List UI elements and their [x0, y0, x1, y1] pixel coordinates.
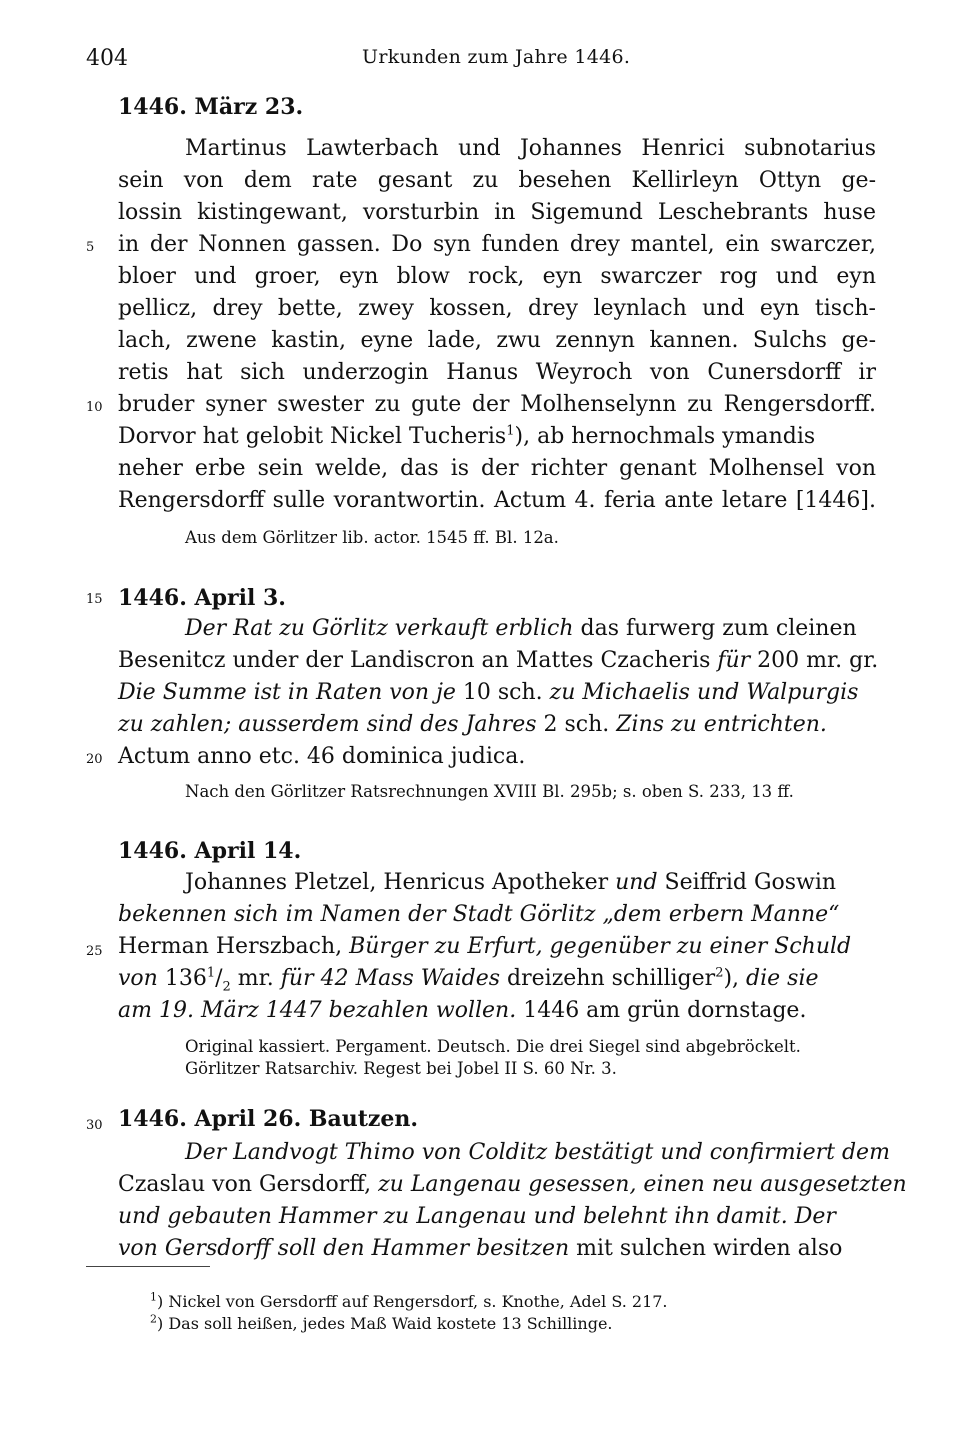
footnote: $^1$) Nickel von Gersdorff auf Rengersdorf, s. Knothe, Adel S. 217.: [150, 1290, 668, 1311]
text-line: von $136^1/_2$ mr. für 42 Mass Waides dreizehn schilliger$^2$), die sie: [118, 965, 819, 995]
text-line: bekennen sich im Namen der Stadt Görlitz „dem erbern Manne“: [118, 902, 840, 927]
text-line: sein von dem rate gesant zu besehen Kellirleyn Ottyn ge-: [118, 168, 876, 193]
text-line: Besenitcz under der Landiscron an Mattes Czacheris für 200 mr. gr.: [118, 648, 879, 673]
source-note: Original kassiert. Pergament. Deutsch. Die drei Siegel sind abgebröckelt.: [185, 1037, 801, 1056]
text-line: zu zahlen; ausserdem sind des Jahres 2 sch. Zins zu entrichten.: [118, 712, 827, 737]
text-line: retis hat sich underzogin Hanus Weyroch von Cunersdorff ir: [118, 360, 876, 385]
source-note: Aus dem Görlitzer lib. actor. 1545 ff. Bl. 12a.: [185, 528, 559, 547]
footnote-rule: [86, 1266, 210, 1267]
page-number: 404: [86, 46, 128, 71]
text-line: Czaslau von Gersdorff, zu Langenau gesessen, einen neu ausgesetzten: [118, 1172, 907, 1197]
text-line: Dorvor hat gelobit Nickel Tucheris$^1$), ab hernochmals ymandis: [118, 423, 816, 449]
text-line: Herman Herszbach, Bürger zu Erfurt, gegenüber zu einer Schuld: [118, 934, 852, 959]
entry-date: 1446. April 26. Bautzen.: [118, 1106, 419, 1132]
text-line: bruder syner swester zu gute der Molhenselynn zu Rengersdorff.: [118, 392, 876, 417]
line-number: 30: [86, 1118, 103, 1133]
footnote-mark: 1: [506, 423, 515, 439]
text-line: lossin kistingewant, vorsturbin in Sigemund Leschebrants huse: [118, 200, 876, 225]
text-line: und gebauten Hammer zu Langenau und belehnt ihn damit. Der: [118, 1204, 836, 1229]
text-line: in der Nonnen gassen. Do syn funden drey mantel, ein swarczer,: [118, 232, 876, 257]
line-number: 20: [86, 752, 103, 767]
entry-date: 1446. März 23.: [118, 94, 304, 120]
text-line: Actum anno etc. 46 dominica judica.: [118, 744, 526, 769]
line-number: 25: [86, 944, 103, 959]
text-line: Der Landvogt Thimo von Colditz bestätigt und confirmiert dem: [185, 1140, 890, 1165]
text-line: Johannes Pletzel, Henricus Apotheker und Seiffrid Goswin: [185, 870, 837, 895]
text-line: Martinus Lawterbach und Johannes Henrici subnotarius: [185, 136, 876, 161]
footnote-mark: 2: [715, 965, 724, 981]
text-line: lach, zwene kastin, eyne lade, zwu zennyn kannen. Sulchs ge-: [118, 328, 876, 353]
text-line: am 19. März 1447 bezahlen wollen. 1446 am grün dornstage.: [118, 998, 807, 1023]
entry-date: 1446. April 14.: [118, 838, 302, 864]
source-note: Görlitzer Ratsarchiv. Regest bei Jobel II S. 60 Nr. 3.: [185, 1059, 617, 1078]
text-line: Der Rat zu Görlitz verkauft erblich das furwerg zum cleinen: [185, 616, 857, 641]
text-line: Die Summe ist in Raten von je 10 sch. zu Michaelis und Walpurgis: [118, 680, 859, 705]
footnote: $^2$) Das soll heißen, jedes Maß Waid kostete 13 Schillinge.: [150, 1312, 613, 1333]
running-title: Urkunden zum Jahre 1446.: [362, 46, 631, 68]
line-number: 10: [86, 400, 103, 415]
entry-date: 1446. April 3.: [118, 585, 286, 611]
text-line: Rengersdorff sulle vorantwortin. Actum 4. feria ante letare [1446].: [118, 488, 876, 513]
text-line: von Gersdorff soll den Hammer besitzen mit sulchen wirden also: [118, 1236, 843, 1261]
line-number: 5: [86, 240, 95, 255]
source-note: Nach den Görlitzer Ratsrechnungen XVIII Bl. 295b; s. oben S. 233, 13 ff.: [185, 782, 794, 801]
text-line: pellicz, drey bette, zwey kossen, drey leynlach und eyn tisch-: [118, 296, 876, 321]
text-line: bloer und groer, eyn blow rock, eyn swarczer rog und eyn: [118, 264, 876, 289]
text-line: neher erbe sein welde, das is der richter genant Molhensel von: [118, 456, 876, 481]
line-number: 15: [86, 592, 103, 607]
